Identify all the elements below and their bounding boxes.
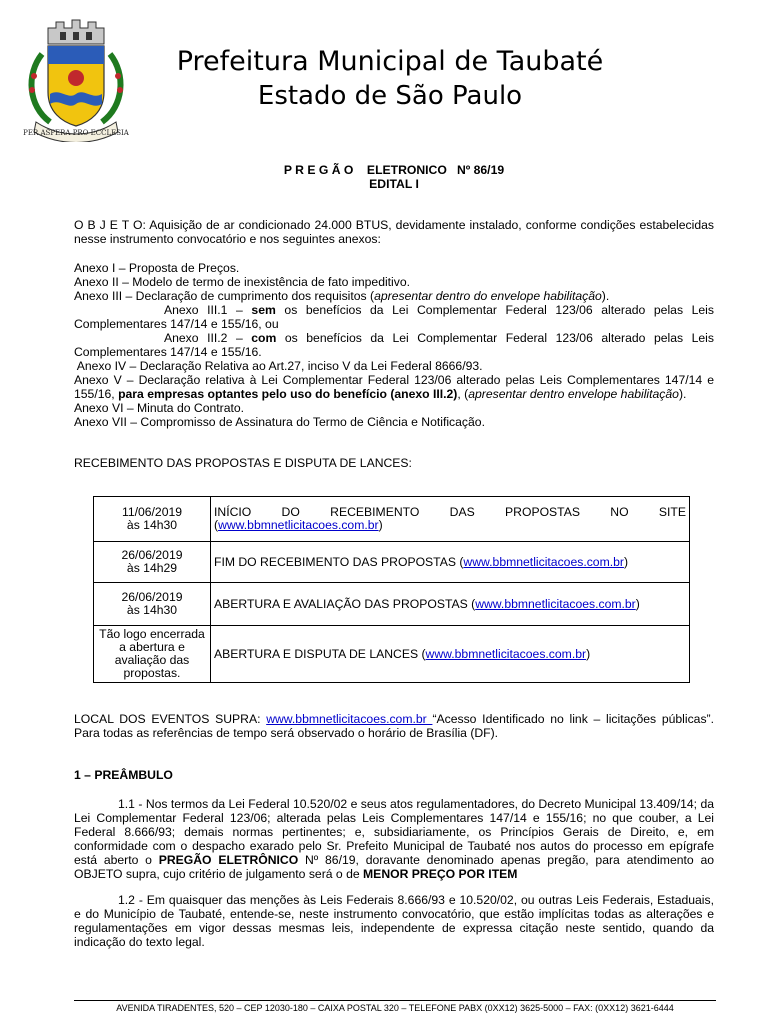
schedule-date-cell: Tão logo encerrada a abertura e avaliação das propostas.: [94, 626, 211, 683]
schedule-date-cell: 26/06/2019 às 14h30: [94, 583, 211, 626]
schedule-desc-cell: ABERTURA E DISPUTA DE LANCES (www.bbmnetlicitacoes.com.br): [211, 626, 690, 683]
preambulo-heading: 1 – PREÂMBULO: [74, 768, 173, 782]
annex-list: [74, 261, 714, 429]
annex-item: Anexo III.1 – sem os benefícios da Lei Complementar Federal 123/06 alterado pelas Leis: [164, 303, 714, 317]
schedule-date-cell: 11/06/2019 às 14h30: [94, 497, 211, 542]
footer-address: AVENIDA TIRADENTES, 520 – CEP 12030-180 – CAIXA POSTAL 320 – TELEFONE PABX (0XX12) 3625-5000 – FAX: (0XX12) 3621-6444: [116, 1003, 674, 1013]
recebimento-heading: RECEBIMENTO DAS PROPOSTAS E DISPUTA DE LANCES:: [74, 456, 412, 470]
header-title: Prefeitura Municipal de Taubaté: [176, 46, 604, 77]
annex-item: Anexo III.2 – com os benefícios da Lei Complementar Federal 123/06 alterado pelas Leis: [164, 331, 714, 345]
schedule-table: [93, 496, 690, 683]
svg-text:PER ASPERA PRO ECCLESIA: PER ASPERA PRO ECCLESIA: [23, 129, 129, 137]
table-row: [94, 583, 690, 626]
annex-item: Anexo VI – Minuta do Contrato.: [74, 401, 245, 415]
bbmnet-link[interactable]: www.bbmnetlicitacoes.com.br: [475, 596, 636, 611]
pregao-title: P R E G Ã O ELETRONICO Nº 86/19: [283, 163, 505, 177]
table-row: [94, 497, 690, 542]
bbmnet-link[interactable]: www.bbmnetlicitacoes.com.br: [218, 518, 379, 532]
preambulo-paragraph-1: 1.1 - Nos termos da Lei Federal 10.520/02 e seus atos regulamentadores, do Decreto Municipal 13.409/14; da Lei Complementar Federal 123/06; alterada pelas Leis Complementares 147/14 e 155/16; no que couber, a Lei Federal 8.666/93; demais normas pertinentes; e, subsidiariamente, os Princípios Gerais de Direito, e, em conformidade com o despacho exarado pelo Sr. Prefeito Municipal de Taubaté nos autos do processo em epígrafe está aberto o PREGÃO ELETRÔNICO Nº 86/19, doravante denominado apenas pregão, para atendimento ao OBJETO supra, cujo critério de julgamento será o de MENOR PREÇO POR ITEM: [74, 797, 714, 881]
schedule-desc-cell: FIM DO RECEBIMENTO DAS PROPOSTAS (www.bbmnetlicitacoes.com.br): [211, 542, 690, 583]
table-row: [94, 626, 690, 683]
schedule-desc-cell: INÍCIO DO RECEBIMENTO DAS PROPOSTAS NO SITE (www.bbmnetlicitacoes.com.br): [211, 497, 690, 542]
municipal-crest-logo: [20, 14, 132, 142]
annex-item: Anexo V – Declaração relativa à Lei Complementar Federal 123/06 alterado pelas Leis Complementares 147/14 e 155/16, para empresas optantes pelo uso do benefício (anexo III.2), (apresentar dentro envelope habilitação).: [74, 373, 714, 401]
schedule-desc-cell: ABERTURA E AVALIAÇÃO DAS PROPOSTAS (www.bbmnetlicitacoes.com.br): [211, 583, 690, 626]
header-subtitle: Estado de São Paulo: [257, 81, 523, 111]
schedule-date-cell: 26/06/2019 às 14h29: [94, 542, 211, 583]
annex-item: Anexo II – Modelo de termo de inexistência de fato impeditivo.: [74, 275, 411, 289]
local-paragraph: LOCAL DOS EVENTOS SUPRA: www.bbmnetlicitacoes.com.br “Acesso Identificado no link – licitações públicas”. Para todas as referências de tempo será observado o horário de Brasília (DF).: [74, 712, 714, 740]
objeto-paragraph: O B J E T O: Aquisição de ar condicionado 24.000 BTUS, devidamente instalado, conforme condições estabelecidas nesse instrumento convocatório e nos seguintes anexos:: [74, 218, 714, 246]
annex-item-cont: Complementares 147/14 e 155/16, ou: [74, 317, 279, 331]
annex-item: Anexo VII – Compromisso de Assinatura do Termo de Ciência e Notificação.: [74, 415, 485, 429]
annex-item: Anexo I – Proposta de Preços.: [74, 261, 240, 275]
bbmnet-link[interactable]: www.bbmnetlicitacoes.com.br: [266, 712, 433, 726]
footer-divider: [74, 1000, 716, 1001]
edital-title: EDITAL I: [369, 177, 419, 191]
bbmnet-link[interactable]: www.bbmnetlicitacoes.com.br: [463, 554, 624, 569]
bbmnet-link[interactable]: www.bbmnetlicitacoes.com.br: [425, 646, 587, 661]
annex-item-cont: Complementares 147/14 e 155/16.: [74, 345, 262, 359]
table-row: [94, 542, 690, 583]
preambulo-paragraph-2: 1.2 - Em quaisquer das menções às Leis Federais 8.666/93 e 10.520/02, ou outras Leis Federais, Estaduais, e do Município de Taubaté, entende-se, neste instrumento convocatório, que estão implícitas todas as alterações e regulamentações em vigor dessas mesmas leis, independente de expressa citação neste sentido, quando da indicação do texto legal.: [74, 893, 714, 949]
annex-item: Anexo IV – Declaração Relativa ao Art.27, inciso V da Lei Federal 8666/93.: [74, 359, 483, 373]
annex-item: Anexo III – Declaração de cumprimento dos requisitos (apresentar dentro do envelope habilitação).: [74, 289, 610, 303]
